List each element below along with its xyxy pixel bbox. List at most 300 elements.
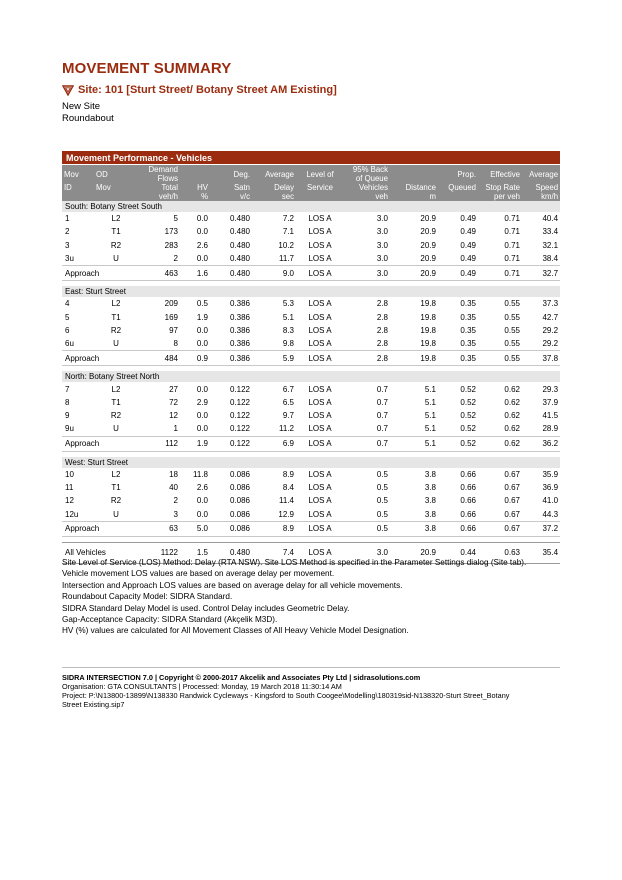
- table-cell: 0.086: [229, 496, 250, 506]
- header-cell: veh/h: [138, 192, 180, 201]
- table-cell: 2.8: [344, 351, 390, 366]
- table-cell: T1: [111, 397, 121, 407]
- table-cell: 28.9: [542, 424, 559, 434]
- site-label: Site: 101 [Sturt Street/ Botany Street AM Existing]: [78, 84, 337, 96]
- give-way-sign-icon: [62, 85, 74, 96]
- table-cell: 29.2: [542, 325, 559, 335]
- table-cell: 5.9: [252, 351, 296, 366]
- table-cell: 1.6: [180, 266, 210, 281]
- table-cell: LOS A: [308, 339, 332, 349]
- table-cell: 0.0: [196, 411, 208, 421]
- table-cell: 32.1: [542, 240, 559, 250]
- table-cell: 8.3: [282, 325, 294, 335]
- table-cell: LOS A: [296, 436, 344, 451]
- table-cell: R2: [110, 240, 122, 250]
- header-cell: Satn: [210, 183, 252, 192]
- approach-total-row: [62, 351, 560, 366]
- table-cell: 0.71: [504, 227, 520, 237]
- table-cell: 0.49: [460, 254, 476, 264]
- header-cell: %: [180, 192, 210, 201]
- table-cell: 37.3: [542, 299, 559, 309]
- table-cell: 12: [169, 411, 178, 421]
- table-cell: 0.480: [210, 542, 252, 563]
- table-cell: 0.55: [504, 325, 520, 335]
- table-cell: 19.8: [390, 351, 438, 366]
- table-cell: LOS A: [308, 397, 332, 407]
- table-cell: 0.66: [460, 469, 476, 479]
- table-cell: 0.62: [504, 411, 520, 421]
- header-cell: HV: [180, 183, 210, 192]
- table-cell: 0.086: [210, 521, 252, 536]
- table-cell: 3u: [65, 254, 74, 264]
- table-cell: U: [113, 339, 119, 349]
- table-cell: 3.0: [344, 266, 390, 281]
- table-cell: 0.66: [460, 483, 476, 492]
- header-cell: ID: [62, 183, 94, 192]
- table-cell: LOS A: [308, 312, 332, 322]
- table-cell: LOS A: [296, 542, 344, 563]
- table-cell: 20.9: [420, 227, 436, 237]
- table-cell: 41.5: [542, 411, 559, 421]
- table-banner-title: Movement Performance - Vehicles: [62, 151, 560, 165]
- table-cell: 2.6: [196, 240, 208, 250]
- table-cell: 0.55: [504, 312, 520, 322]
- table-cell: 0.55: [504, 299, 520, 309]
- table-cell: 9.8: [282, 339, 294, 349]
- header-cell: per veh: [478, 192, 522, 201]
- table-banner: [62, 151, 560, 165]
- site-info: [62, 101, 114, 125]
- table-cell: 5.1: [390, 436, 438, 451]
- table-cell: Approach: [62, 351, 138, 366]
- table-cell: 37.2: [522, 521, 560, 536]
- table-cell: 0.7: [376, 397, 388, 407]
- table-cell: Approach: [62, 266, 138, 281]
- table-cell: 35.4: [522, 542, 560, 563]
- table-cell: 3.0: [376, 240, 388, 250]
- table-cell: LOS A: [308, 483, 332, 492]
- table-cell: 112: [138, 436, 180, 451]
- table-cell: 19.8: [420, 312, 436, 322]
- approach-total-row: [62, 436, 560, 451]
- table-cell: 0.66: [438, 521, 478, 536]
- table-cell: 3.8: [424, 483, 436, 492]
- footer-project: Project: P:\N13800-13899\N138330 Randwick Cycleways - Kingsford to South Coogee\Modelling\180319sid-N138320-Sturt Street_Botany: [62, 691, 510, 700]
- table-cell: 0.55: [478, 351, 522, 366]
- header-cell: Demand Flows: [138, 165, 180, 184]
- header-row: [62, 183, 560, 192]
- table-cell: 0.62: [504, 384, 520, 394]
- table-cell: 8.9: [252, 521, 296, 536]
- table-cell: 0.480: [229, 240, 250, 250]
- footer-divider: [62, 667, 560, 668]
- table-cell: 0.7: [376, 411, 388, 421]
- table-cell: 0.35: [460, 339, 476, 349]
- table-cell: 0.66: [460, 496, 476, 506]
- table-cell: 3.8: [390, 521, 438, 536]
- note-line: Gap-Acceptance Capacity: SIDRA Standard (Akçelik M3D).: [62, 615, 278, 625]
- table-cell: 0.49: [460, 227, 476, 237]
- table-cell: 0.480: [210, 266, 252, 281]
- table-cell: 7.1: [282, 227, 294, 237]
- table-cell: 0.386: [229, 312, 250, 322]
- table-cell: 0.0: [196, 509, 208, 519]
- note-line: SIDRA Standard Delay Model is used. Control Delay includes Geometric Delay.: [62, 603, 350, 613]
- table-cell: 40: [169, 483, 178, 492]
- footer: [62, 673, 562, 709]
- header-cell: 95% Back of Queue: [344, 165, 390, 184]
- table-cell: 36.9: [542, 483, 559, 492]
- footer-copyright: SIDRA INTERSECTION 7.0 | Copyright © 2000-2017 Akcelik and Associates Pty Ltd | sidrasolutions.com: [62, 673, 421, 682]
- table-cell: R2: [110, 411, 122, 421]
- table-cell: 0.52: [460, 424, 476, 434]
- table-cell: 0.122: [229, 384, 250, 394]
- table-cell: LOS A: [296, 266, 344, 281]
- header-cell: Level of: [296, 165, 344, 184]
- approach-group-header: [62, 286, 560, 297]
- table-cell: 5: [173, 214, 178, 224]
- table-cell: 8.4: [282, 483, 294, 492]
- table-cell: 5.1: [282, 312, 294, 322]
- table-cell: 0.49: [460, 214, 476, 224]
- table-cell: 0.480: [229, 227, 250, 237]
- table-cell: LOS A: [308, 411, 332, 421]
- header-cell: Average: [522, 165, 560, 184]
- table-cell: 37.8: [522, 351, 560, 366]
- table-cell: 0.62: [504, 424, 520, 434]
- table-cell: U: [113, 424, 119, 434]
- table-cell: 11: [65, 483, 74, 492]
- table-cell: 20.9: [420, 240, 436, 250]
- table-cell: 2.8: [376, 312, 388, 322]
- table-cell: LOS A: [308, 227, 332, 237]
- header-cell: km/h: [522, 192, 560, 201]
- table-cell: 3: [173, 509, 178, 519]
- header-cell: sec: [252, 192, 296, 201]
- table-cell: 0.480: [229, 254, 250, 264]
- table-cell: LOS A: [308, 299, 332, 309]
- header-cell: Queued: [438, 183, 478, 192]
- table-cell: 0.386: [210, 351, 252, 366]
- table-row: [62, 481, 560, 494]
- table-cell: LOS A: [308, 469, 332, 479]
- table-cell: 0.71: [478, 266, 522, 281]
- table-cell: 0.52: [438, 436, 478, 451]
- table-cell: 0.71: [504, 254, 520, 264]
- table-cell: 20.9: [390, 542, 438, 563]
- table-cell: 0.0: [196, 496, 208, 506]
- table-cell: 0.086: [229, 483, 250, 492]
- approach-group-header: [62, 457, 560, 468]
- table-cell: 20.9: [420, 254, 436, 264]
- header-cell: Speed: [522, 183, 560, 192]
- table-cell: 12u: [65, 509, 79, 519]
- table-row: [62, 468, 560, 481]
- table-cell: 2: [173, 254, 178, 264]
- table-cell: 0.52: [460, 411, 476, 421]
- table-cell: 1.5: [180, 542, 210, 563]
- table-cell: 3.0: [376, 227, 388, 237]
- header-cell: Distance: [390, 183, 438, 192]
- table-row: [62, 239, 560, 252]
- note-line: Intersection and Approach LOS values are based on average delay for all vehicle movements.: [62, 580, 403, 590]
- table-row: [62, 212, 560, 225]
- approach-name: East: Sturt Street: [62, 286, 560, 297]
- table-cell: 27: [169, 384, 178, 394]
- table-cell: 8: [173, 339, 178, 349]
- header-cell: [62, 192, 94, 201]
- table-cell: 0.35: [460, 325, 476, 335]
- table-cell: 12.9: [278, 509, 294, 519]
- table-cell: 11.4: [279, 496, 294, 506]
- table-cell: 0.122: [210, 436, 252, 451]
- table-cell: 9u: [65, 424, 74, 434]
- table-cell: L2: [111, 299, 121, 309]
- table-cell: 0.0: [196, 227, 208, 237]
- table-cell: 0.52: [460, 384, 476, 394]
- table-cell: 0.122: [229, 397, 250, 407]
- header-cell: [94, 192, 138, 201]
- table-cell: Approach: [62, 436, 138, 451]
- table-row: [62, 494, 560, 507]
- table-cell: 0.386: [229, 299, 250, 309]
- header-cell: Stop Rate: [478, 183, 522, 192]
- movement-table-container: [62, 151, 560, 564]
- table-cell: 37.9: [542, 397, 559, 407]
- table-cell: 6.7: [282, 384, 294, 394]
- table-cell: 7.2: [282, 214, 294, 224]
- table-cell: 2.9: [196, 397, 208, 407]
- approach-group-header: [62, 371, 560, 382]
- table-cell: U: [113, 509, 119, 519]
- table-cell: T1: [111, 312, 121, 322]
- table-cell: LOS A: [296, 521, 344, 536]
- table-cell: 2.6: [196, 483, 208, 492]
- table-cell: T1: [111, 227, 121, 237]
- table-cell: 9: [65, 411, 70, 421]
- table-cell: 10: [65, 469, 74, 479]
- approach-name: South: Botany Street South: [62, 201, 560, 212]
- table-cell: 6.5: [282, 397, 294, 407]
- header-cell: Mov: [62, 165, 94, 184]
- table-row: [62, 310, 560, 323]
- table-cell: 0.7: [344, 436, 390, 451]
- table-cell: 0.71: [504, 214, 520, 224]
- table-cell: 0.5: [376, 509, 388, 519]
- table-cell: 3.0: [376, 254, 388, 264]
- table-cell: 20.9: [420, 214, 436, 224]
- table-cell: 0.386: [229, 325, 250, 335]
- header-cell: Total: [138, 183, 180, 192]
- table-cell: 38.4: [542, 254, 559, 264]
- table-row: [62, 382, 560, 395]
- table-cell: 484: [138, 351, 180, 366]
- table-cell: 8: [65, 397, 70, 407]
- header-cell: Mov: [94, 183, 138, 192]
- table-cell: 0.7: [376, 424, 388, 434]
- table-cell: 9.0: [252, 266, 296, 281]
- table-cell: 0.71: [504, 240, 520, 250]
- table-cell: 0.0: [196, 424, 208, 434]
- site-heading: [62, 84, 337, 96]
- table-cell: LOS A: [308, 254, 332, 264]
- site-type: Roundabout: [62, 113, 114, 124]
- header-cell: [438, 192, 478, 201]
- table-cell: 0.35: [460, 312, 476, 322]
- table-cell: 5.0: [180, 521, 210, 536]
- table-cell: 0.5: [376, 469, 388, 479]
- table-cell: 0.66: [460, 509, 476, 519]
- header-cell: OD: [94, 165, 138, 184]
- header-cell: [296, 192, 344, 201]
- table-cell: R2: [110, 325, 122, 335]
- note-line: Site Level of Service (LOS) Method: Delay (RTA NSW). Site LOS Method is specified in the Parameter Settings dialog (Site tab).: [62, 558, 527, 567]
- table-cell: 32.7: [522, 266, 560, 281]
- table-cell: 5.1: [424, 424, 436, 434]
- table-cell: 20.9: [390, 266, 438, 281]
- approach-name: North: Botany Street North: [62, 371, 560, 382]
- table-row: [62, 422, 560, 436]
- approach-name: West: Sturt Street: [62, 457, 560, 468]
- table-cell: 5.3: [282, 299, 294, 309]
- header-cell: [180, 165, 210, 184]
- table-cell: 0.49: [438, 266, 478, 281]
- table-cell: 0.35: [460, 299, 476, 309]
- table-cell: 0.63: [478, 542, 522, 563]
- table-cell: 0.7: [376, 384, 388, 394]
- table-row: [62, 252, 560, 266]
- table-cell: 283: [164, 240, 178, 250]
- page-title: MOVEMENT SUMMARY: [62, 60, 232, 77]
- table-cell: 0.122: [229, 411, 250, 421]
- table-row: [62, 507, 560, 521]
- table-cell: 29.2: [542, 339, 559, 349]
- header-cell: v/c: [210, 192, 252, 201]
- table-cell: 0.5: [196, 299, 208, 309]
- table-cell: 18: [169, 469, 178, 479]
- table-cell: 41.0: [542, 496, 559, 506]
- table-cell: 0.62: [504, 397, 520, 407]
- table-cell: L2: [111, 384, 121, 394]
- table-cell: 3: [65, 240, 70, 250]
- table-row: [62, 409, 560, 422]
- table-cell: 0.5: [376, 496, 388, 506]
- movement-performance-table: [62, 151, 560, 564]
- table-cell: 0.44: [438, 542, 478, 563]
- table-cell: 3.0: [376, 214, 388, 224]
- table-cell: 0.67: [478, 521, 522, 536]
- table-cell: 11.8: [193, 469, 208, 479]
- approach-total-row: [62, 521, 560, 536]
- table-cell: 10.2: [278, 240, 294, 250]
- table-row: [62, 337, 560, 351]
- table-cell: All Vehicles: [62, 542, 138, 563]
- table-cell: 0.5: [344, 521, 390, 536]
- table-cell: 40.4: [542, 214, 559, 224]
- table-cell: 36.2: [522, 436, 560, 451]
- header-cell: Prop.: [438, 165, 478, 184]
- table-cell: 1122: [138, 542, 180, 563]
- table-cell: 19.8: [420, 325, 436, 335]
- note-line: Vehicle movement LOS values are based on average delay per movement.: [62, 569, 335, 579]
- table-cell: 1.9: [196, 312, 208, 322]
- table-cell: 463: [138, 266, 180, 281]
- table-cell: 1: [173, 424, 178, 434]
- header-row: [62, 192, 560, 201]
- table-cell: 0.9: [180, 351, 210, 366]
- table-cell: 5.1: [424, 411, 436, 421]
- table-cell: 2: [65, 227, 70, 237]
- table-cell: 12: [65, 496, 74, 506]
- header-cell: m: [390, 192, 438, 201]
- table-cell: 0.0: [196, 339, 208, 349]
- table-cell: 0.086: [229, 509, 250, 519]
- table-cell: T1: [111, 483, 121, 492]
- header-cell: Vehicles: [344, 183, 390, 192]
- table-row: [62, 225, 560, 238]
- table-cell: 209: [164, 299, 178, 309]
- table-cell: 173: [164, 227, 178, 237]
- table-cell: 2.8: [376, 339, 388, 349]
- header-cell: Average: [252, 165, 296, 184]
- footer-project-file: Street Existing.sip7: [62, 700, 125, 709]
- site-name: New Site: [62, 101, 101, 112]
- table-cell: 0.62: [478, 436, 522, 451]
- table-cell: Approach: [62, 521, 138, 536]
- table-cell: 0.52: [460, 397, 476, 407]
- header-cell: Delay: [252, 183, 296, 192]
- table-cell: 3.0: [344, 542, 390, 563]
- table-cell: 29.3: [542, 384, 559, 394]
- table-cell: 0.67: [504, 496, 520, 506]
- table-cell: R2: [110, 496, 122, 506]
- table-cell: LOS A: [308, 496, 332, 506]
- table-cell: 5.1: [424, 384, 436, 394]
- table-cell: 9.7: [282, 411, 294, 421]
- approach-total-row: [62, 266, 560, 281]
- table-row: [62, 324, 560, 337]
- table-cell: 63: [138, 521, 180, 536]
- table-cell: 35.9: [542, 469, 559, 479]
- footer-organisation: Organisation: GTA CONSULTANTS | Processed: Monday, 19 March 2018 11:30:14 AM: [62, 682, 342, 691]
- header-cell: Service: [296, 183, 344, 192]
- table-cell: 6: [65, 325, 70, 335]
- table-cell: LOS A: [308, 214, 332, 224]
- notes-section: [62, 557, 562, 637]
- header-cell: Effective: [478, 165, 522, 184]
- header-cell: veh: [344, 192, 390, 201]
- table-cell: 4: [65, 299, 70, 309]
- table-cell: 0.386: [229, 339, 250, 349]
- table-row: [62, 297, 560, 310]
- table-cell: 7: [65, 384, 70, 394]
- table-cell: 1.9: [180, 436, 210, 451]
- table-cell: 19.8: [420, 299, 436, 309]
- table-cell: 44.3: [542, 509, 559, 519]
- table-cell: 0.49: [460, 240, 476, 250]
- table-cell: 33.4: [542, 227, 559, 237]
- table-cell: LOS A: [308, 424, 332, 434]
- table-cell: L2: [111, 214, 121, 224]
- table-cell: LOS A: [308, 325, 332, 335]
- table-cell: 1: [65, 214, 70, 224]
- table-cell: 169: [164, 312, 178, 322]
- table-cell: 0.480: [229, 214, 250, 224]
- header-cell: Deg.: [210, 165, 252, 184]
- table-cell: 11.7: [279, 254, 294, 264]
- table-cell: 0.5: [376, 483, 388, 492]
- table-cell: 3.8: [424, 496, 436, 506]
